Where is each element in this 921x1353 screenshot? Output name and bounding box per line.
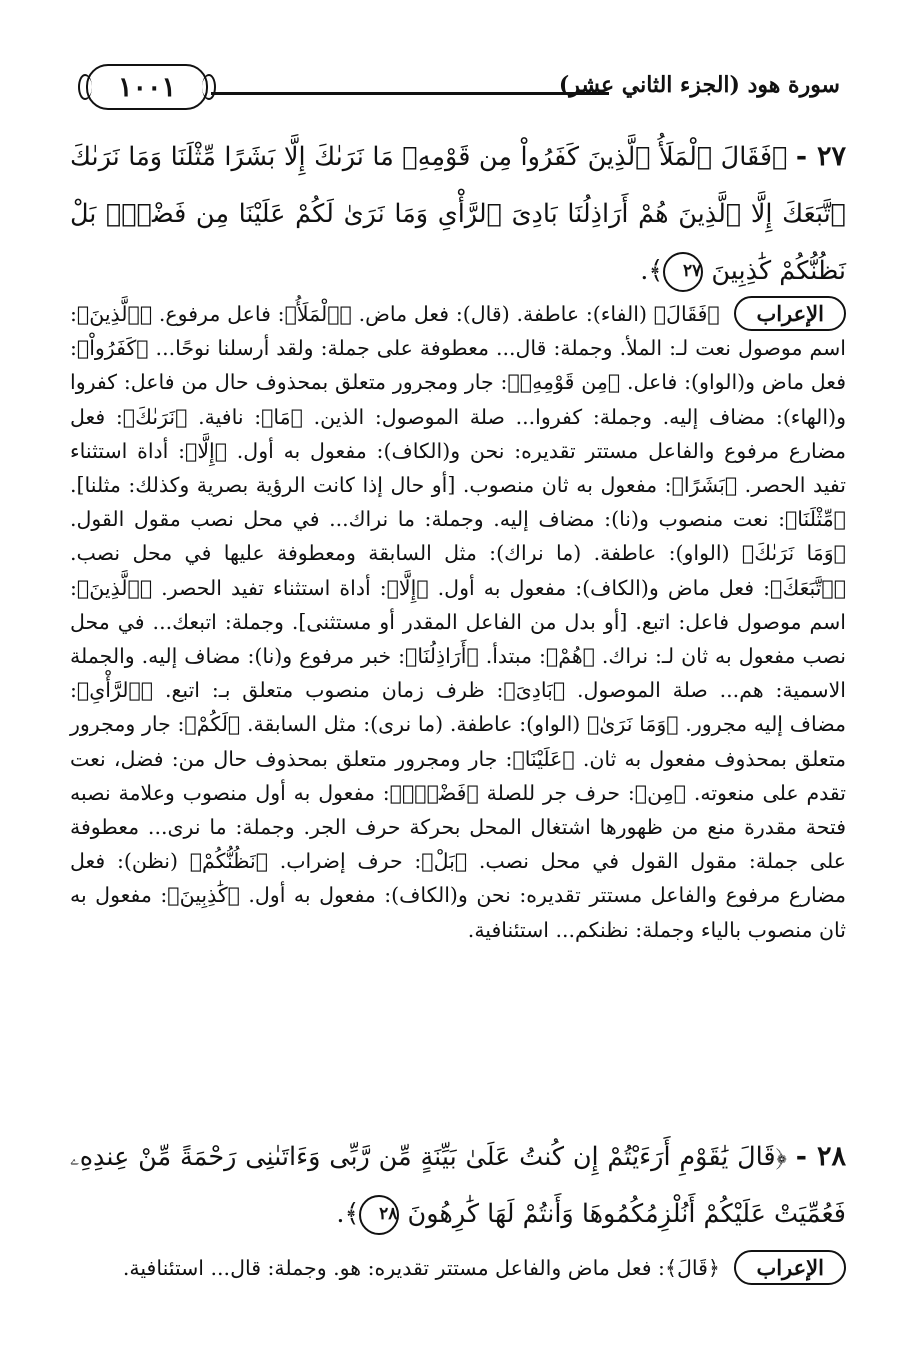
header-rule [211, 92, 609, 95]
verse-28 [70, 1128, 846, 1243]
page-header [70, 58, 840, 128]
irab-label: الإعراب [734, 1250, 846, 1285]
ayah-end-marker: ٢٨ [359, 1195, 399, 1235]
irab-28 [70, 1250, 846, 1285]
verse-27 [70, 128, 846, 300]
running-title: سورة هود (الجزء الثاني عشر) [558, 72, 840, 98]
verse-text: ﴿قَالَ يَٰقَوْمِ أَرَءَيْتُمْ إِن كُنتُ عَلَىٰ بَيِّنَةٍ مِّن رَّبِّى وَءَاتَىٰنِى رَحْمَةً مِّنْ عِندِهِۦ فَعُمِّيَتْ عَلَيْكُمْ أَنُلْزِمُكُمُوهَا وَأَنتُمْ لَهَا كَٰرِهُونَ [70, 1142, 846, 1229]
verse-text: ﴿فَقَالَ ٱلْمَلَأُ ٱلَّذِينَ كَفَرُواْ مِن قَوْمِهِۦ مَا نَرَىٰكَ إِلَّا بَشَرًا مِّثْلَنَا وَمَا نَرَىٰكَ ٱتَّبَعَكَ إِلَّا ٱلَّذِينَ هُمْ أَرَاذِلُنَا بَادِىَ ٱلرَّأْىِ وَمَا نَرَىٰ لَكُمْ عَلَيْنَا مِن فَضْلٍۭ بَلْ نَظُنُّكُمْ كَٰذِبِينَ [70, 142, 846, 286]
irab-text: ﴿فَقَالَ﴾ (الفاء): عاطفة. (قال): فعل ماض. ﴿ٱلْمَلَأُ﴾: فاعل مرفوع. ﴿ٱلَّذِينَ﴾: اسم موصول نعت لـ: الملأ. وجملة: قال... معطوفة على جملة: ولقد أرسلنا نوحًا... ﴿كَفَرُواْ﴾: فعل ماض و(الواو): فاعل. ﴿مِن قَوْمِهِۦ﴾: جار ومجرور متعلق بمحذوف حال من فاعل: كفروا و(الهاء): مضاف إليه. وجملة: كفروا... صلة الموصول: الذين. ﴿مَا﴾: نافية. ﴿نَرَىٰكَ﴾: فعل مضارع مرفوع والفاعل مستتر تقديره: نحن و(الكاف): مفعول به أول. ﴿إِلَّا﴾: أداة استثناء تفيد الحصر. ﴿بَشَرًا﴾: مفعول به ثان منصوب. [أو حال إذا كانت الرؤية بصرية وكذلك: مثلنا]. ﴿مِّثْلَنَا﴾: نعت منصوب و(نا): مضاف إليه. وجملة: ما نراك... في محل نصب مقول القول. ﴿وَمَا نَرَىٰكَ﴾ (الواو): عاطفة. (ما نراك): مثل السابقة ومعطوفة عليها في محل نصب. ﴿ٱتَّبَعَكَ﴾: فعل ماض و(الكاف): مفعول به أول. ﴿إِلَّا﴾: أداة استثناء تفيد الحصر. ﴿ٱلَّذِينَ﴾: اسم موصول فاعل: اتبع. [أو بدل من الفاعل المقدر أو مستثنى]. وجملة: اتبعك... في محل نصب مفعول به ثان لـ: نراك. ﴿هُمْ﴾: مبتدأ. ﴿أَرَاذِلُنَا﴾: خبر مرفوع و(نا): مضاف إليه. والجملة الاسمية: هم... صلة الموصول. ﴿بَادِىَ﴾: ظرف زمان منصوب متعلق بـ: اتبع. ﴿ٱلرَّأْىِ﴾: مضاف إليه مجرور. ﴿وَمَا نَرَىٰ﴾ (الواو): عاطفة. (ما نرى): مثل السابقة. ﴿لَكُمْ﴾: جار ومجرور متعلق بمحذوف مفعول به ثان. ﴿عَلَيْنَا﴾: جار ومجرور متعلق بمحذوف حال من: فضل، نعت تقدم على منعوته. ﴿مِن﴾: حرف جر للصلة ﴿فَضْلٍۭ﴾: مفعول به أول منصوب وعلامة نصبه فتحة مقدرة منع من ظهورها اشتغال المحل بحركة حرف الجر. وجملة: ما نرى... معطوفة على جملة: مقول القول في محل نصب. ﴿بَلْ﴾: حرف إضراب. ﴿نَظُنُّكُمْ﴾ (نظن): فعل مضارع مرفوع والفاعل مستتر تقديره: نحن و(الكاف): مفعول به أول. ﴿كَٰذِبِينَ﴾: مفعول به ثان منصوب بالياء وجملة: نظنكم... استئنافية. [70, 302, 846, 942]
verse-number: ٢٧ - [795, 141, 846, 172]
page-number: ١٠٠١ [86, 64, 208, 110]
verse-closing: ﴾. [640, 256, 664, 286]
irab-27 [70, 296, 846, 947]
irab-label: الإعراب [734, 296, 846, 331]
ayah-end-marker: ٢٧ [663, 252, 703, 292]
verse-closing: ﴾. [336, 1199, 360, 1229]
verse-number: ٢٨ - [795, 1141, 846, 1172]
irab-text: ﴿قَالَ﴾: فعل ماض والفاعل مستتر تقديره: هو. وجملة: قال... استئنافية. [122, 1256, 720, 1280]
